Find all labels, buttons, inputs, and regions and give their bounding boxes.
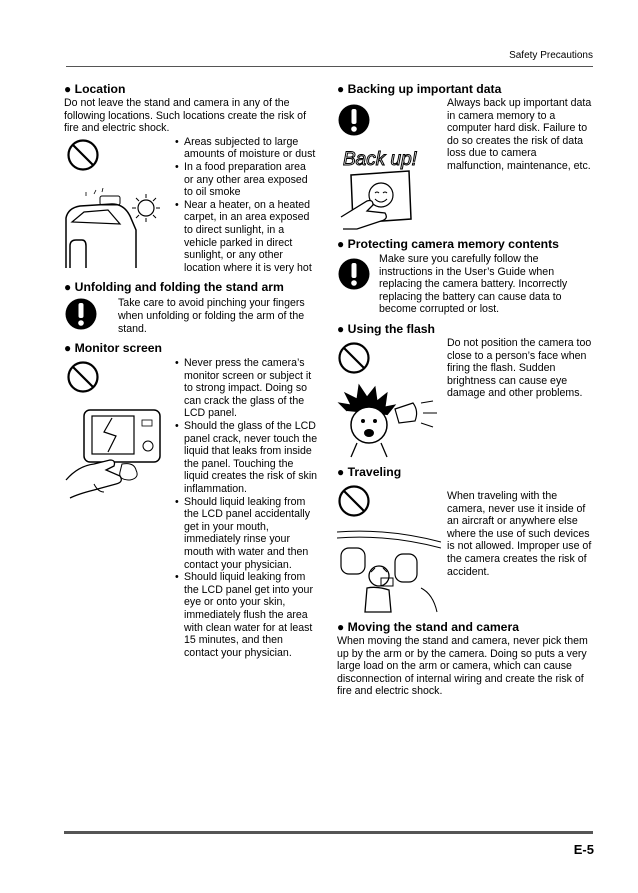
section-heading: ● Backing up important data — [337, 82, 502, 96]
traveling-text: When traveling with the camera, never use it inside of an aircraft or anywhere else where the use of such devices is not allowed. Improper use of the camera creates the risk of accident. — [447, 489, 592, 578]
prohibited-icon — [337, 484, 371, 518]
backup-computer-illustration — [337, 141, 441, 231]
right-column — [337, 82, 593, 704]
prohibited-icon — [66, 138, 100, 172]
running-header: Safety Precautions — [66, 50, 593, 67]
backup-section — [337, 82, 593, 231]
unfolding-text: Take care to avoid pinching your fingers when unfolding or folding the arm of the stand. — [118, 297, 305, 335]
page-number: E-5 — [573, 842, 594, 857]
protecting-text: Make sure you carefully follow the instructions in the User’s Guide when replacing the camera battery. Incorrectly replacing the battery can cause data to become corrupted or lost. — [379, 253, 568, 316]
list-item: • Should liquid leaking from the LCD panel get into your eye or onto your skin, immediately flush the area with clean water for at least 15 minutes, and then contact your physician. — [174, 571, 318, 659]
list-item: • Should liquid leaking from the LCD panel accidentally get in your mouth, immediately rinse your mouth with water and then contact your physician. — [174, 496, 318, 572]
section-heading: ● Traveling — [337, 464, 402, 479]
mandatory-warning-icon — [337, 103, 371, 137]
list-item: • Should the glass of the LCD panel crack, never touch the liquid that leaks from inside the panel. Touching the liquid creates the risk of skin inflammation. — [174, 420, 318, 496]
left-column — [64, 82, 318, 665]
moving-section — [337, 620, 593, 698]
mandatory-warning-icon — [337, 257, 371, 291]
location-section — [64, 82, 318, 274]
list-item: • Near a heater, on a heated carpet, in an area exposed to direct sunlight, in a vehicle parked in direct sunlight, or any other location where it is very hot — [174, 199, 318, 275]
aircraft-camera-illustration — [337, 528, 441, 614]
footer-rule — [64, 831, 593, 834]
section-heading: ● Unfolding and folding the stand arm — [64, 280, 284, 295]
car-in-sun-illustration — [64, 188, 172, 274]
unfolding-section — [64, 280, 318, 335]
prohibited-icon — [337, 341, 371, 375]
flash-startled-person-illustration — [337, 381, 441, 459]
prohibited-icon — [66, 360, 100, 394]
traveling-section — [337, 465, 593, 614]
location-bullet-list — [174, 136, 318, 275]
backup-text: Always back up important data in camera memory to a computer hard disk. Failure to do so creates the risk of data loss due to camera malfunction, maintenance, etc. — [447, 97, 592, 172]
backup-caption: Back up! — [343, 149, 417, 170]
flash-section — [337, 322, 593, 459]
list-item: • Never press the camera’s monitor screen or subject it to strong impact. Doing so can crack the glass of the LCD panel. — [174, 357, 318, 420]
section-heading: ● Location — [64, 82, 126, 96]
mandatory-warning-icon — [64, 297, 98, 331]
list-item: • Areas subjected to large amounts of moisture or dust — [174, 136, 318, 161]
monitor-bullet-list — [174, 357, 318, 659]
list-item: • In a food preparation area or any other area exposed to oil smoke — [174, 161, 318, 199]
section-heading: ● Protecting camera memory contents — [337, 237, 559, 251]
location-intro: Do not leave the stand and camera in any of the following locations. Such locations create the risk of fire and electric shock. — [64, 97, 307, 135]
flash-text: Do not position the camera too close to a person’s face when firing the flash. Sudden brightness can cause eye damage and other problems. — [447, 336, 592, 400]
section-heading: ● Using the flash — [337, 321, 435, 336]
protecting-section — [337, 237, 593, 316]
cracked-camera-screen-illustration — [64, 406, 172, 502]
section-heading: ● Monitor screen — [64, 341, 163, 356]
moving-text: When moving the stand and camera, never pick them up by the arm or by the camera. Doing so puts a very large load on the arm or camera, which can cause disconnection of internal wiring and create the risk of fire and electric shock. — [337, 634, 588, 698]
monitor-section — [64, 341, 318, 659]
section-heading: ● Moving the stand and camera — [337, 619, 519, 634]
